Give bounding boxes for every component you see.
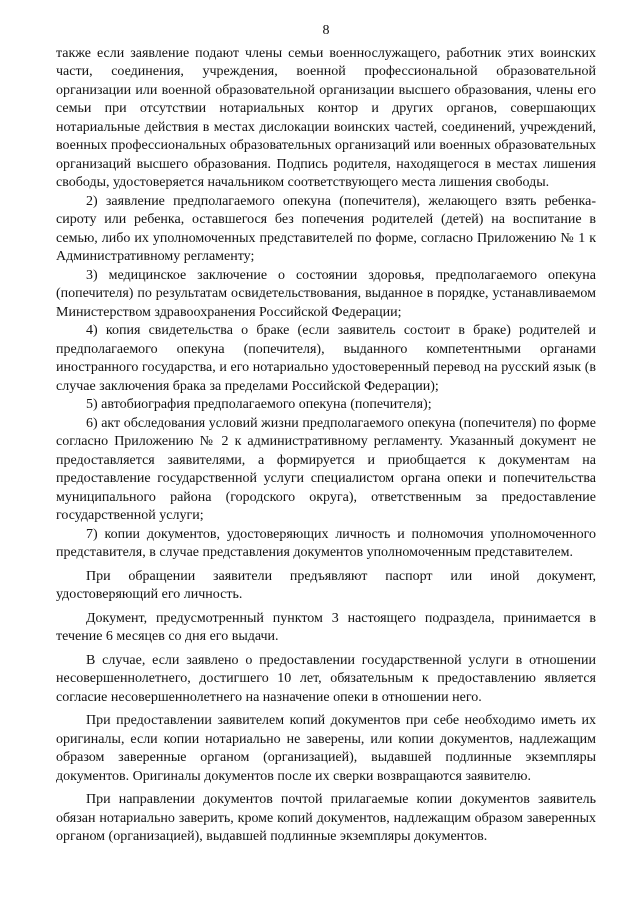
paragraph-item-4: 4) копия свидетельства о браке (если заявитель состоит в браке) родителей и предполагаемого опекуна (попечителя), выданного компетентными органами иностранного государства, и его нотариально удостоверенный перевод на русский язык (в случае заключения брака за пределами Российской Федерации); (56, 323, 596, 394)
paragraph-passport: При обращении заявители предъявляют паспорт или иной документ, удостоверяющий его личность. (56, 568, 596, 602)
paragraph-item-6: 6) акт обследования условий жизни предполагаемого опекуна (попечителя) по форме согласно Приложению № 2 к административному регламенту. Указанный документ не предоставляется заявителями, а формируется и приобщается к документам на предоставление государственной услуги специалистом органа опеки и попечительства муниципального района (городского округа), ответственным за предоставление государственной услуги; (56, 415, 596, 523)
page-number: 8 (322, 23, 330, 38)
paragraph-postal: При направлении документов почтой прилагаемые копии документов заявитель обязан нотариально заверить, кроме копий документов, надлежащим образом заверенных органом (организацией), выдавшей подлинные экземпляры документов. (56, 792, 596, 844)
paragraph-item-2: 2) заявление предполагаемого опекуна (попечителя), желающего взять ребенка-сироту или ребенка, оставшегося без попечения родителей (детей) на воспитание в семью, либо их уполномоченных представителей по форме, согласно Приложению № 1 к Административному регламенту; (56, 193, 596, 264)
paragraph-item-3: 3) медицинское заключение о состоянии здоровья, предполагаемого опекуна (попечителя) по результатам освидетельствования, выданное в порядке, устанавливаемом Министерством здравоохранения Российской Федерации; (56, 267, 596, 320)
paragraph-originals: При предоставлении заявителем копий документов при себе необходимо иметь их оригиналы, если копии нотариально не заверены, или копии документов, надлежащим образом заверенные органом (организацией), выдавшей подлинные экземпляры документов. Оригиналы документов после их сверки возвращаются заявителю. (56, 713, 596, 784)
paragraph-minor-consent: В случае, если заявлено о предоставлении государственной услуги в отношении несовершеннолетнего, достигшего 10 лет, обязательным к предоставлению является согласие несовершеннолетнего на назначение опеки в отношении него. (56, 652, 596, 705)
paragraph-continuation: также если заявление подают члены семьи военнослужащего, работник этих воинских части, соединения, учреждения, военной профессиональной образовательной организации или военной образовательной организации высшего образования, члены его семьи при отсутствии нотариальных контор и других органов, совершающих нотариальные действия в местах дислокации воинских частей, соединений, учреждений, военных профессиональных образовательных организаций или военных образовательных организаций высшего образования. Подпись родителя, находящегося в местах лишения свободы, удостоверяется начальником соответствующего места лишения свободы. (56, 45, 596, 190)
paragraph-item-5: 5) автобиография предполагаемого опекуна (попечителя); (86, 397, 432, 412)
document-page (56, 22, 596, 847)
paragraph-item-7: 7) копии документов, удостоверяющих личность и полномочия уполномоченного представителя, в случае представления документов уполномоченным представителем. (56, 526, 596, 560)
paragraph-validity: Документ, предусмотренный пунктом 3 настоящего подраздела, принимается в течение 6 месяцев со дня его выдачи. (56, 610, 596, 644)
